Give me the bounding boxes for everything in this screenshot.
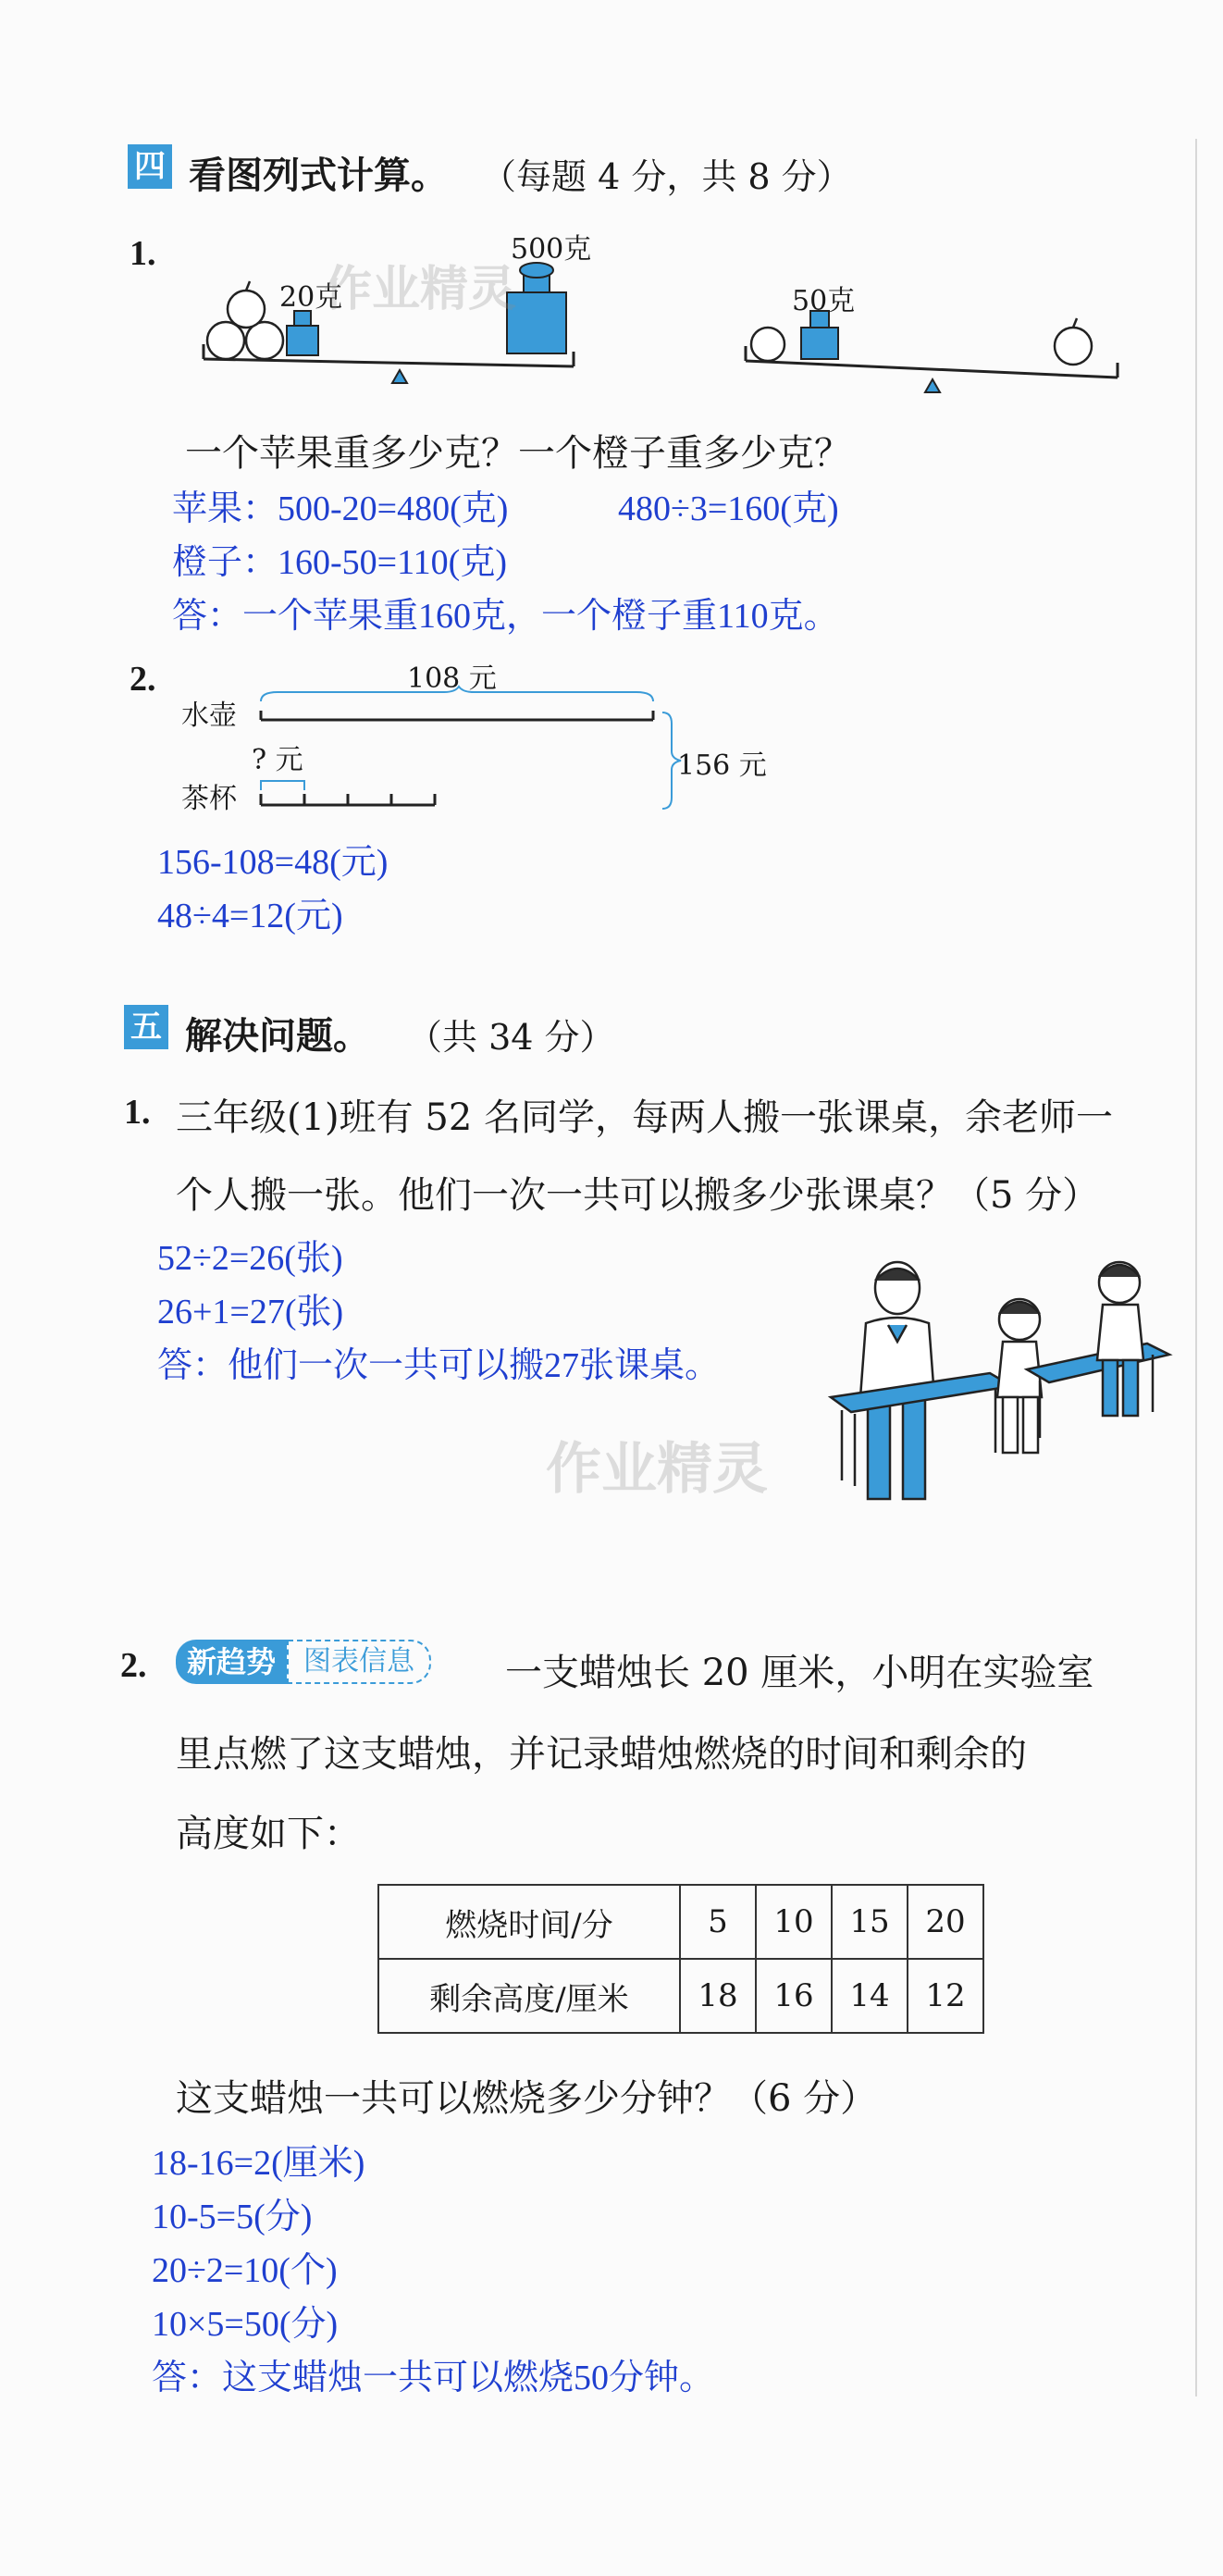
new-trend-tag: 新趋势 — [176, 1640, 287, 1684]
label-500g: 500克 — [511, 233, 592, 266]
table-cell: 18 — [680, 1959, 756, 2033]
label-question-yuan: ? 元 — [252, 744, 303, 776]
table-row — [378, 1885, 983, 1959]
table-cell: 16 — [756, 1959, 832, 2033]
s4-q1-answer-3: 橙子：160-50=110(克) — [172, 543, 507, 582]
desk-carrying-illustration — [814, 1240, 1184, 1517]
section4-score-note: （每题 4 分，共 8 分） — [481, 156, 852, 197]
s5-q1-line2: 个人搬一张。他们一次一共可以搬多少张课桌？（5 分） — [176, 1174, 1100, 1217]
s4-q1-answer-2: 480÷3=160(克) — [618, 489, 839, 528]
s4-q2-answer-1: 156-108=48(元) — [157, 843, 389, 882]
label-kettle: 水壶 — [181, 700, 237, 732]
s5-q2-question: 这支蜡烛一共可以燃烧多少分钟？（6 分） — [176, 2077, 878, 2120]
section4-badge: 四 — [128, 144, 172, 189]
label-cup: 茶杯 — [181, 783, 237, 815]
s4-q2-number: 2. — [130, 660, 156, 699]
page-edge-rule — [1195, 139, 1197, 2396]
s5-q1-answer-1: 52÷2=26(张) — [157, 1239, 343, 1278]
s5-q2-answer-1: 18-16=2(厘米) — [152, 2144, 365, 2183]
orange-icon — [751, 328, 784, 361]
label-50g: 50克 — [792, 285, 856, 317]
label-108-yuan: 108 元 — [407, 663, 497, 695]
s5-q1-answer-3: 答：他们一次一共可以搬27张课桌。 — [157, 1346, 721, 1385]
apples-icon — [207, 281, 283, 359]
table-cell: 15 — [832, 1885, 908, 1959]
row-header-remaining-height: 剩余高度/厘米 — [378, 1959, 680, 2033]
section5-title: 解决问题。 — [185, 1015, 370, 1058]
s5-q1-line1: 三年级(1)班有 52 名同学，每两人搬一张课桌，余老师一 — [176, 1096, 1113, 1139]
watermark: 作业精灵 — [324, 262, 517, 317]
apple-icon — [1055, 318, 1092, 365]
s5-q2-answer-5: 答：这支蜡烛一共可以燃烧50分钟。 — [152, 2359, 715, 2397]
table-cell: 20 — [908, 1885, 983, 1959]
candle-data-table — [377, 1884, 984, 2034]
s5-q1-answer-2: 26+1=27(张) — [157, 1293, 344, 1331]
student-figure-icon — [1097, 1262, 1143, 1416]
s5-q2-line1: 一支蜡烛长 20 厘米，小明在实验室 — [505, 1652, 1094, 1694]
section4-title: 看图列式计算。 — [189, 155, 448, 197]
s4-q1-number: 1. — [130, 234, 156, 273]
chart-info-tag: 图表信息 — [287, 1640, 431, 1684]
table-row — [378, 1959, 983, 2033]
section5-badge: 五 — [124, 1005, 168, 1049]
weight-20g-icon — [287, 311, 318, 355]
table-cell: 5 — [680, 1885, 756, 1959]
table-cell: 12 — [908, 1959, 983, 2033]
s4-q1-answer-4: 答：一个苹果重160克，一个橙子重110克。 — [172, 597, 839, 636]
label-20g: 20克 — [279, 281, 343, 314]
fulcrum-icon — [925, 379, 940, 392]
s4-q2-answer-2: 48÷4=12(元) — [157, 897, 343, 935]
student-figure-icon — [997, 1299, 1042, 1453]
watermark: 作业精灵 — [546, 1437, 768, 1502]
s5-q1-number: 1. — [124, 1093, 151, 1132]
label-156-yuan: 156 元 — [677, 749, 767, 782]
table-cell: 10 — [756, 1885, 832, 1959]
trend-chart-info-tag — [176, 1640, 431, 1684]
row-header-burn-time: 燃烧时间/分 — [378, 1885, 680, 1959]
line-segment-diagram — [250, 685, 685, 814]
s5-q2-answer-4: 10×5=50(分) — [152, 2305, 339, 2344]
s5-q2-number: 2. — [120, 1646, 147, 1685]
s5-q2-answer-3: 20÷2=10(个) — [152, 2251, 338, 2290]
s5-q2-line2: 里点燃了这支蜡烛，并记录蜡烛燃烧的时间和剩余的 — [176, 1733, 1027, 1776]
s4-q1-question: 一个苹果重多少克？一个橙子重多少克？ — [185, 432, 851, 475]
fulcrum-icon — [392, 370, 407, 383]
section5-score-note: （共 34 分） — [407, 1017, 615, 1058]
table-cell: 14 — [832, 1959, 908, 2033]
s4-q1-answer-1: 苹果：500-20=480(克) — [172, 489, 509, 528]
right-scale — [746, 311, 1118, 392]
s5-q2-answer-2: 10-5=5(分) — [152, 2198, 313, 2236]
teacher-figure-icon — [860, 1262, 934, 1499]
s5-q2-line3: 高度如下： — [176, 1813, 361, 1855]
